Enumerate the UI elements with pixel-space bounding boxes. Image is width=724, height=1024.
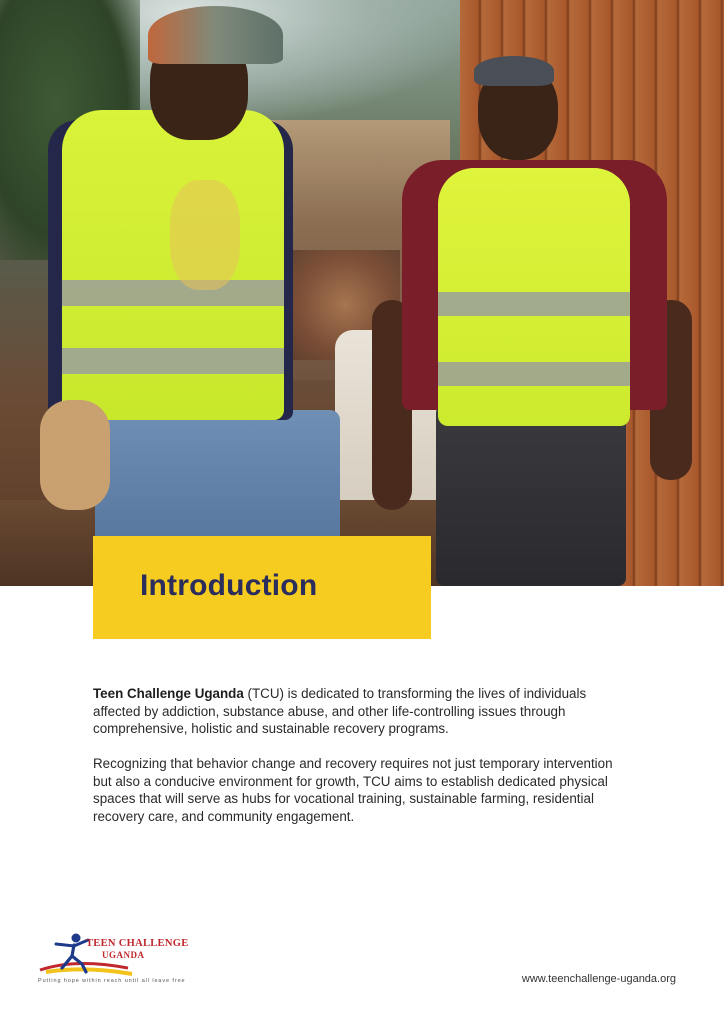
worker-left-cap	[148, 6, 283, 64]
worker-right-jeans	[436, 405, 626, 586]
intro-paragraph-2: Recognizing that behavior change and recovery requires not just temporary intervention but also a conducive environment for growth, TCU aims to establish dedicated physical spaces that will serve as hubs for vocational training, sustainable farming, residential recovery care, and community engagement.	[93, 756, 613, 824]
worker-right-cap	[474, 56, 554, 86]
shirt-print	[170, 180, 240, 290]
vest-stripe	[62, 348, 284, 374]
section-title: Introduction	[140, 569, 318, 602]
intro-paragraph-1-rest: (TCU) is dedicated to transforming the lives of individuals affected by addiction, substance abuse, and other life-controlling issues through comprehensive, holistic and sustainable recovery programs.	[93, 686, 587, 736]
logo-name-line1: TEEN CHALLENGE	[86, 938, 189, 949]
logo-name-line2: UGANDA	[102, 950, 145, 960]
org-name: Teen Challenge Uganda	[93, 686, 244, 701]
vest-stripe	[62, 280, 284, 306]
logo-tagline: Putting hope within reach until all leave free	[38, 978, 186, 984]
intro-text	[93, 685, 633, 843]
website-link[interactable]: www.teenchallenge-uganda.org	[521, 973, 676, 985]
intro-paragraph-1	[93, 685, 633, 738]
vest-stripe	[438, 292, 630, 316]
worker-left-glove	[40, 400, 110, 510]
vest-stripe	[438, 362, 630, 386]
section-banner	[93, 536, 431, 639]
